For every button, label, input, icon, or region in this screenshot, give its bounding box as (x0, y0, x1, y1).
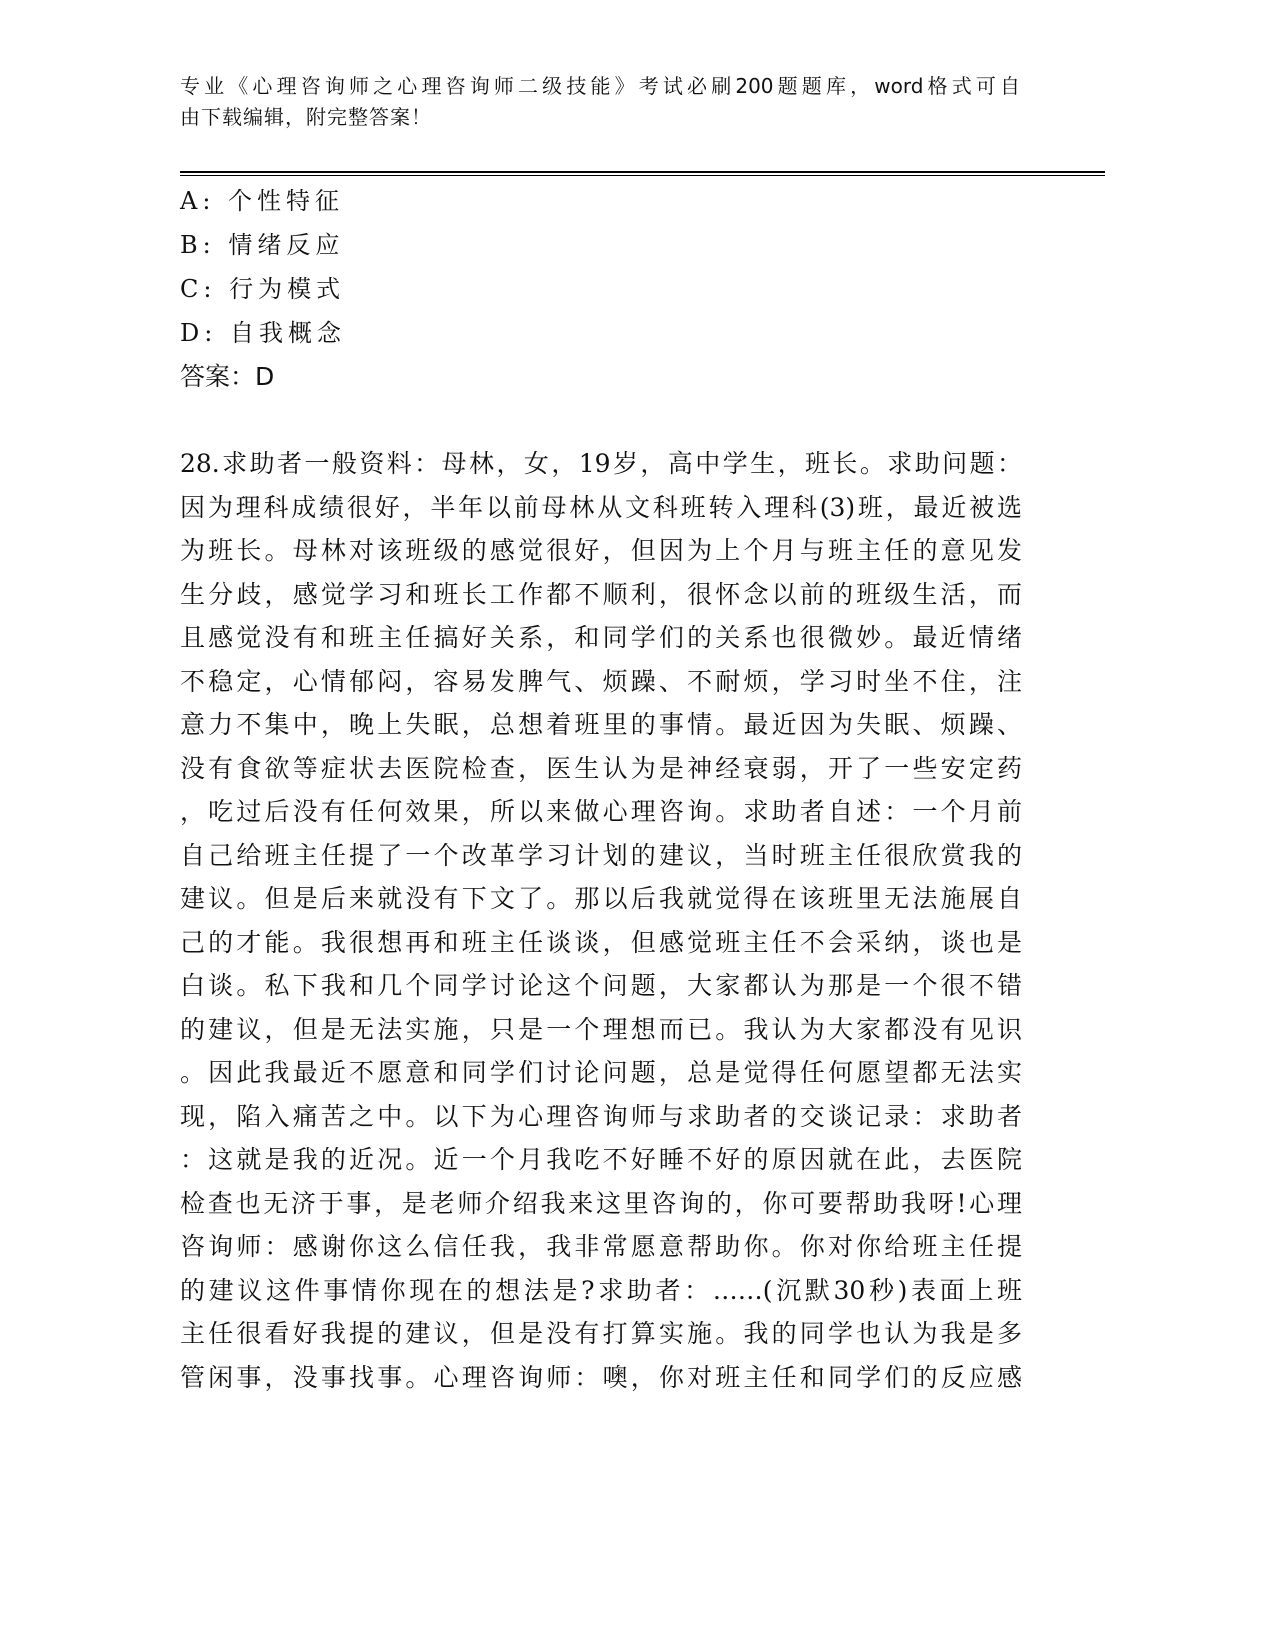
header-divider (180, 171, 1105, 173)
question-line: 且感觉没有和班主任搞好关系，和同学们的关系也很微妙。最近情绪 (180, 623, 1022, 652)
question-line: 的建议这件事情你现在的想法是?求助者：……(沉默30秒)表面上班 (180, 1275, 1022, 1305)
question-line: 自己给班主任提了一个改革学习计划的建议，当时班主任很欣赏我的 (180, 840, 1022, 870)
question-28 (180, 442, 1022, 1399)
option-c: C: 行为模式 (180, 275, 346, 303)
question-line: 的建议，但是无法实施，只是一个理想而已。我认为大家都没有见识 (180, 1014, 1022, 1044)
question-line: 建议。但是后来就没有下文了。那以后我就觉得在该班里无法施展自 (180, 884, 1022, 913)
question-line: 没有食欲等症状去医院检查，医生认为是神经衰弱，开了一些安定药 (180, 753, 1022, 783)
option-b: B: 情绪反应 (180, 231, 345, 259)
question-line: 己的才能。我很想再和班主任谈谈，但感觉班主任不会采纳，谈也是 (180, 927, 1022, 957)
question-line: 生分歧，感觉学习和班长工作都不顺利，很怀念以前的班级生活，而 (180, 579, 1022, 609)
question-line: 因为理科成绩很好，半年以前母林从文科班转入理科(3)班，最近被选 (180, 492, 1022, 522)
question-line: 。因此我最近不愿意和同学们讨论问题，总是觉得任何愿望都无法实 (180, 1058, 1022, 1087)
question-line: ：这就是我的近况。近一个月我吃不好睡不好的原因就在此，去医院 (180, 1145, 1022, 1174)
question-line: 意力不集中，晚上失眠，总想着班里的事情。最近因为失眠、烦躁、 (180, 710, 1022, 739)
header-divider-thin (180, 175, 1105, 176)
question-line: 不稳定，心情郁闷，容易发脾气、烦躁、不耐烦，学习时坐不住，注 (180, 666, 1022, 696)
question-line: 28.求助者一般资料：母林，女，19岁，高中学生，班长。求助问题： (180, 449, 1022, 478)
question-line: 检查也无济于事，是老师介绍我来这里咨询的，你可要帮助我呀!心理 (180, 1188, 1022, 1218)
question-line: 现，陷入痛苦之中。以下为心理咨询师与求助者的交谈记录：求助者 (180, 1101, 1022, 1131)
question-line: 白谈。私下我和几个同学讨论这个问题，大家都认为那是一个很不错 (180, 971, 1022, 1000)
answer: 答案：D (180, 362, 275, 391)
header-line: 专业《心理咨询师之心理咨询师二级技能》考试必刷200题题库，word格式可自 (180, 74, 1020, 98)
document-header (180, 71, 1020, 133)
question-line: 咨询师：感谢你这么信任我，我非常愿意帮助你。你对你给班主任提 (180, 1232, 1022, 1261)
option-a: A: 个性特征 (180, 187, 345, 215)
question-line: 主任很看好我提的建议，但是没有打算实施。我的同学也认为我是多 (180, 1319, 1022, 1348)
option-d: D: 自我概念 (180, 319, 346, 347)
question-line: 管闲事，没事找事。心理咨询师：噢，你对班主任和同学们的反应感 (180, 1362, 1022, 1392)
header-line: 由下载编辑，附完整答案！ (180, 105, 432, 129)
question-line: 为班长。母林对该班级的感觉很好，但因为上个月与班主任的意见发 (180, 536, 1022, 565)
question-line: ，吃过后没有任何效果，所以来做心理咨询。求助者自述：一个月前 (180, 797, 1022, 826)
